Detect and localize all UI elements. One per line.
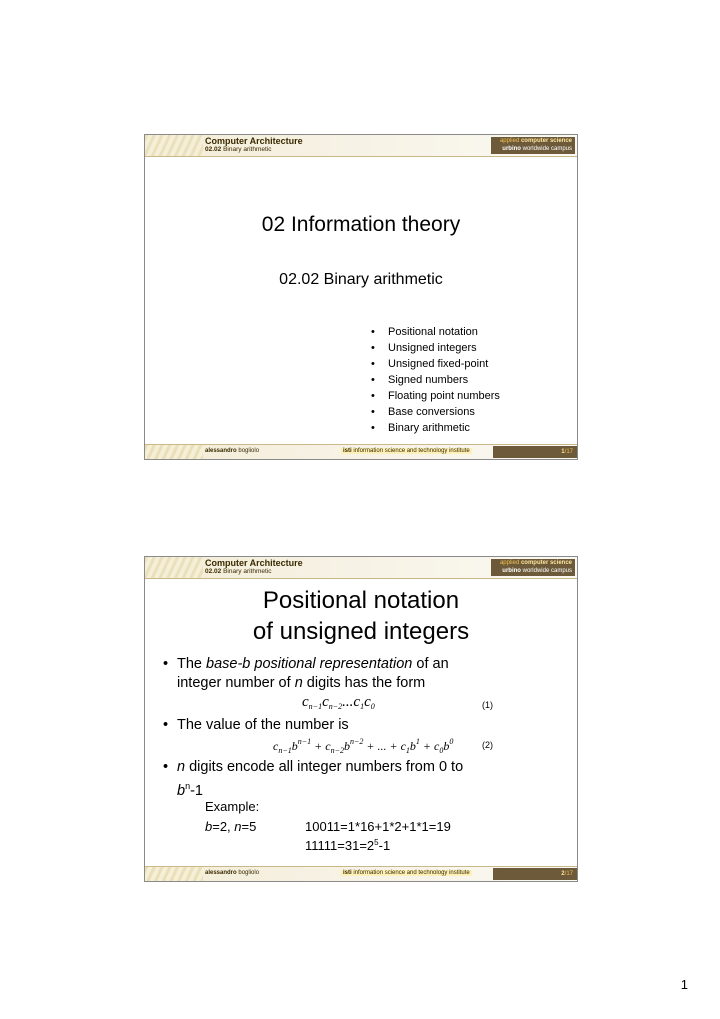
organization-logo: applied computer science urbino worldwide campus — [491, 559, 575, 576]
example-line-1: 10011=1*16+1*2+1*1=19 — [305, 819, 451, 834]
slide-page-number: 2/17 — [493, 868, 577, 880]
course-title: Computer Architecture — [205, 136, 303, 146]
list-item: • Floating point numbers — [371, 388, 500, 404]
institute: isti information science and technology institute — [343, 448, 470, 454]
bullet-n-digits: • n digits encode all integer numbers from 0 to — [163, 759, 464, 775]
topic-list — [371, 324, 500, 436]
slide-footer — [145, 866, 577, 881]
list-item: • Binary arithmetic — [371, 420, 500, 436]
author: alessandro bogliolo — [205, 448, 260, 454]
slide-header — [145, 135, 577, 157]
organization-logo: applied computer science urbino worldwide campus — [491, 137, 575, 154]
section-label: 02.02 Binary arithmetic — [205, 568, 272, 575]
footer-decoration — [145, 445, 203, 459]
list-item: • Unsigned integers — [371, 340, 500, 356]
slide-page-number: 1/17 — [493, 446, 577, 458]
equation-1: $c_{n-1}c_{n-2}...c_1c_0$ — [302, 694, 375, 711]
list-item: • Positional notation — [371, 324, 500, 340]
course-title: Computer Architecture — [205, 558, 303, 568]
list-item: • Unsigned fixed-point — [371, 356, 500, 372]
section-label: 02.02 Binary arithmetic — [205, 146, 272, 153]
list-item: • Base conversions — [371, 404, 500, 420]
bullet-base-b-representation: • The base-b positional representation of an — [163, 656, 449, 672]
equation-2: $c_{n-1}b^{n-1} + c_{n-2}b^{n-2}$ + ... + $c_1b^1 + c_0b^0$ — [273, 737, 454, 755]
slide-1 — [144, 134, 578, 460]
bullet-continuation: integer number of n digits has the form — [177, 675, 426, 691]
equation-1-label: (1) — [482, 700, 493, 710]
slide-title: 02 Information theory — [261, 213, 461, 236]
footer-decoration — [145, 867, 203, 881]
slide-footer — [145, 444, 577, 459]
slide-subtitle: 02.02 Binary arithmetic — [279, 271, 443, 288]
slide-2 — [144, 556, 578, 882]
header-decoration — [145, 557, 203, 578]
example-line-2: $11111=31=2^5-1$ — [305, 838, 391, 853]
author: alessandro bogliolo — [205, 870, 260, 876]
slide-title: Positional notation of unsigned integers — [252, 587, 470, 645]
institute: isti information science and technology institute — [343, 870, 470, 876]
list-item: • Signed numbers — [371, 372, 500, 388]
slide-header — [145, 557, 577, 579]
example-label: Example: — [205, 799, 260, 814]
bullet-value: • The value of the number is — [163, 717, 349, 733]
document-page-number: 1 — [680, 977, 688, 992]
equation-2-label: (2) — [482, 740, 493, 750]
example-params: b=2, n=5 — [205, 819, 257, 834]
header-decoration — [145, 135, 203, 156]
bullet-continuation: $b^n-1$ — [177, 781, 203, 799]
